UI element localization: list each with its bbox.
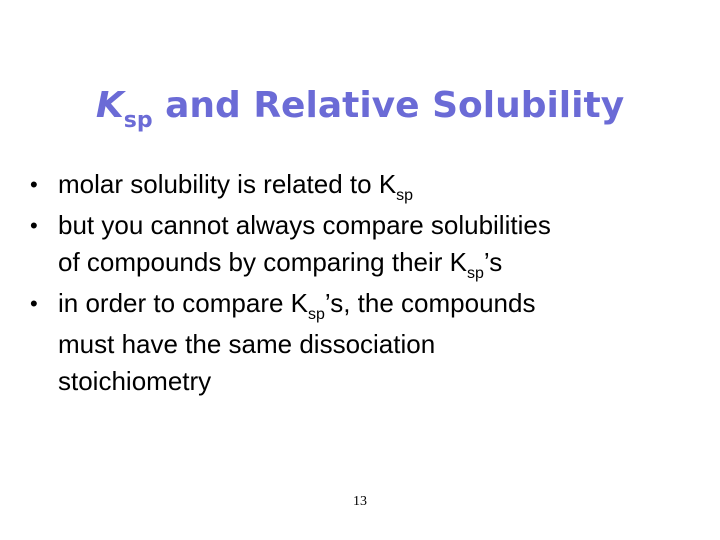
bullet-3-sp-subscript: sp — [308, 306, 325, 323]
bullet-3-k-symbol: K — [290, 288, 309, 318]
bullet-3-line-3: stoichiometry — [58, 366, 212, 396]
title-text: and Relative Solubility — [152, 85, 625, 126]
bullet-1-text: molar solubility is related to — [58, 169, 379, 199]
bullet-3-text-after: ’s, the compounds — [324, 288, 536, 318]
bullet-item-1 — [30, 166, 700, 207]
bullet-list — [30, 166, 700, 400]
bullet-marker: • — [30, 291, 38, 316]
bullet-3-text: in order to compare — [58, 288, 291, 318]
bullet-item-3 — [30, 285, 700, 400]
slide-title — [0, 82, 720, 135]
bullet-2-line-1: but you cannot always compare solubilities — [58, 210, 551, 240]
title-sp-subscript: sp — [123, 108, 153, 133]
bullet-item-2 — [30, 207, 700, 285]
bullet-2-sp-subscript: sp — [467, 265, 484, 282]
bullet-1-line-1 — [58, 166, 700, 207]
bullet-2-line-2 — [58, 244, 700, 285]
bullet-1-sp-subscript: sp — [396, 187, 414, 204]
page-number: 13 — [353, 494, 367, 509]
bullet-3-line-2: must have the same dissociation — [58, 329, 436, 359]
bullet-2-text-after: ’s — [483, 247, 503, 277]
title-k-symbol: K — [95, 85, 124, 126]
bullet-1-k-symbol: K — [378, 169, 397, 199]
bullet-2-k-symbol: K — [449, 247, 467, 277]
bullet-2-text: of compounds by comparing their — [58, 247, 450, 277]
bullet-marker: • — [30, 213, 38, 238]
bullet-marker: • — [30, 172, 38, 197]
bullet-3-line-1 — [58, 285, 700, 326]
